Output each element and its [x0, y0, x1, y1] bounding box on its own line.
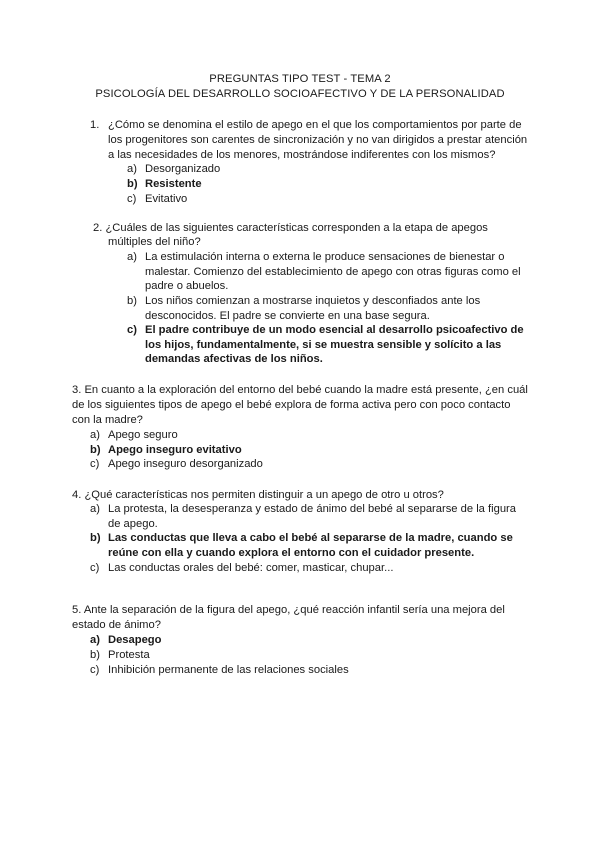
- question-text-line: múltiples del niño?: [108, 236, 201, 248]
- document-subtitle: PSICOLOGÍA DEL DESARROLLO SOCIOAFECTIVO Y DE LA PERSONALIDAD: [95, 88, 505, 100]
- option-text: Apego inseguro desorganizado: [108, 458, 263, 470]
- option-letter: a): [127, 251, 137, 263]
- option-text-line: La estimulación interna o externa le produce sensaciones de bienestar o: [145, 251, 505, 263]
- question-text-line: ¿Cómo se denomina el estilo de apego en el que los comportamientos por parte de: [108, 119, 522, 131]
- question-text-line: 5. Ante la separación de la figura del apego, ¿qué reacción infantil sería una mejora del: [72, 604, 505, 616]
- option-text-line: padre o abuelos.: [145, 280, 229, 292]
- option-letter: c): [90, 664, 100, 676]
- option-letter: a): [127, 163, 137, 175]
- question-text-line: a las necesidades de los menores, mostrándose indiferentes con los mismos?: [108, 149, 496, 161]
- question-number: 1.: [90, 119, 100, 131]
- question-text-line: 3. En cuanto a la exploración del entorno del bebé cuando la madre está presente, ¿en cuál: [72, 384, 528, 396]
- option-text-correct-line: Las conductas que lleva a cabo el bebé al separarse de la madre, cuando se: [108, 532, 513, 544]
- option-letter: c): [90, 562, 100, 574]
- question-text-line: 4. ¿Qué características nos permiten distinguir a un apego de otro u otros?: [72, 489, 444, 501]
- document-title: PREGUNTAS TIPO TEST - TEMA 2: [209, 73, 391, 85]
- option-text: Inhibición permanente de las relaciones sociales: [108, 664, 349, 676]
- option-letter: b): [90, 532, 101, 544]
- option-letter: b): [127, 295, 137, 307]
- option-text-line: La protesta, la desesperanza y estado de ánimo del bebé al separarse de la figura: [108, 503, 516, 515]
- option-text-correct-line: El padre contribuye de un modo esencial al desarrollo psicoafectivo de: [145, 324, 524, 336]
- option-letter: b): [127, 178, 138, 190]
- option-text: Desorganizado: [145, 163, 221, 175]
- option-text-line: Los niños comienzan a mostrarse inquietos y desconfiados ante los: [145, 295, 481, 307]
- option-text: Evitativo: [145, 193, 188, 205]
- question-text-line: con la madre?: [72, 414, 143, 426]
- option-text-correct-line: los hijos, fundamentalmente, si se muestra sensible y solícito a las: [145, 339, 502, 351]
- option-letter: c): [90, 458, 100, 470]
- question-text-line: 2. ¿Cuáles de las siguientes características corresponden a la etapa de apegos: [93, 222, 488, 234]
- option-text: Apego seguro: [108, 429, 178, 441]
- option-letter: a): [90, 634, 100, 646]
- option-text-correct: Desapego: [108, 634, 162, 646]
- question-text-line: estado de ánimo?: [72, 619, 161, 631]
- option-letter: b): [90, 444, 101, 456]
- option-text-correct: Resistente: [145, 178, 202, 190]
- question-text-line: los progenitores son carentes de sincronización y no van dirigidos a prestar atención: [108, 134, 528, 146]
- question-text-line: de los siguientes tipos de apego el bebé explora de forma activa pero con poco contacto: [72, 399, 511, 411]
- option-text: Protesta: [108, 649, 150, 661]
- option-text-line: desconocidos. El padre se convierte en una base segura.: [145, 310, 430, 322]
- option-text-correct: Apego inseguro evitativo: [108, 444, 242, 456]
- option-letter: a): [90, 503, 100, 515]
- option-letter: a): [90, 429, 100, 441]
- option-letter: c): [127, 324, 137, 336]
- option-text-line: malestar. Comienzo del establecimiento de apego con otras figuras como el: [145, 266, 521, 278]
- option-text-line: Las conductas orales del bebé: comer, masticar, chupar...: [108, 562, 394, 574]
- option-text-line: de apego.: [108, 518, 158, 530]
- option-text-correct-line: demandas afectivas de los niños.: [145, 353, 323, 365]
- option-text-correct-line: reúne con ella y cuando explora el entorno con el cuidador presente.: [108, 547, 475, 559]
- option-letter: c): [127, 193, 137, 205]
- option-letter: b): [90, 649, 100, 661]
